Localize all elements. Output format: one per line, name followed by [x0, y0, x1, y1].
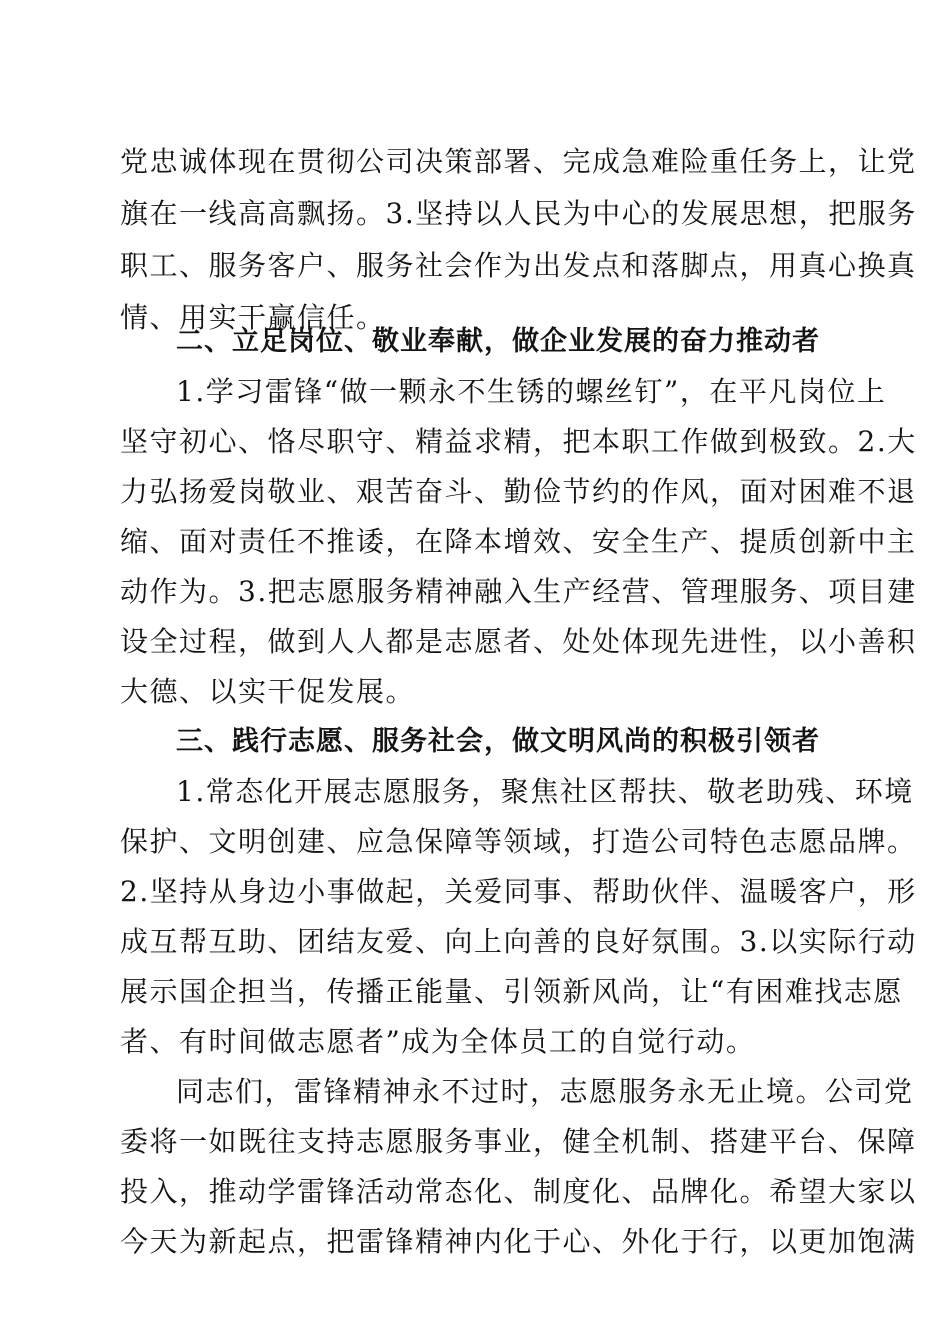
paragraph-line: 成互帮互助、团结友爱、向上向善的良好氛围。3.以实际行动	[120, 925, 917, 958]
paragraph-line: 今天为新起点，把雷锋精神内化于心、外化于行，以更加饱满	[120, 1225, 917, 1258]
paragraph-line: 旗在一线高高飘扬。3.坚持以人民为中心的发展思想，把服务	[120, 197, 917, 230]
paragraph-line: 保护、文明创建、应急保障等领域，打造公司特色志愿品牌。	[120, 825, 917, 858]
paragraph-line: 投入，推动学雷锋活动常态化、制度化、品牌化。希望大家以	[120, 1175, 917, 1208]
paragraph-line: 设全过程，做到人人都是志愿者、处处体现先进性，以小善积	[120, 625, 917, 658]
paragraph-line: 职工、服务客户、服务社会作为出发点和落脚点，用真心换真	[120, 249, 917, 282]
section-heading-2: 二、立足岗位、敬业奉献，做企业发展的奋力推动者	[176, 326, 820, 357]
paragraph-line: 动作为。3.把志愿服务精神融入生产经营、管理服务、项目建	[120, 575, 917, 608]
paragraph-line: 坚守初心、恪尽职守、精益求精，把本职工作做到极致。2.大	[120, 425, 917, 458]
paragraph-line: 1.常态化开展志愿服务，聚焦社区帮扶、敬老助残、环境	[176, 775, 914, 808]
paragraph-line: 同志们，雷锋精神永不过时，志愿服务永无止境。公司党	[176, 1075, 914, 1108]
section-heading-3: 三、践行志愿、服务社会，做文明风尚的积极引领者	[176, 726, 820, 757]
paragraph-line: 力弘扬爱岗敬业、艰苦奋斗、勤俭节约的作风，面对困难不退	[120, 475, 917, 508]
paragraph-line: 大德、以实干促发展。	[120, 675, 416, 708]
paragraph-line: 委将一如既往支持志愿服务事业，健全机制、搭建平台、保障	[120, 1125, 917, 1158]
paragraph-line: 展示国企担当，传播正能量、引领新风尚，让“有困难找志愿	[120, 975, 903, 1008]
paragraph-line: 2.坚持从身边小事做起，关爱同事、帮助伙伴、温暖客户，形	[120, 875, 917, 908]
paragraph-line: 缩、面对责任不推诿，在降本增效、安全生产、提质创新中主	[120, 525, 917, 558]
paragraph-line: 者、有时间做志愿者”成为全体员工的自觉行动。	[120, 1025, 756, 1058]
paragraph-line: 1.学习雷锋“做一颗永不生锈的螺丝钉”，在平凡岗位上	[176, 375, 887, 408]
paragraph-line: 情、用实干赢信任。	[120, 301, 386, 334]
paragraph-line: 党忠诚体现在贯彻公司决策部署、完成急难险重任务上，让党	[120, 145, 917, 178]
